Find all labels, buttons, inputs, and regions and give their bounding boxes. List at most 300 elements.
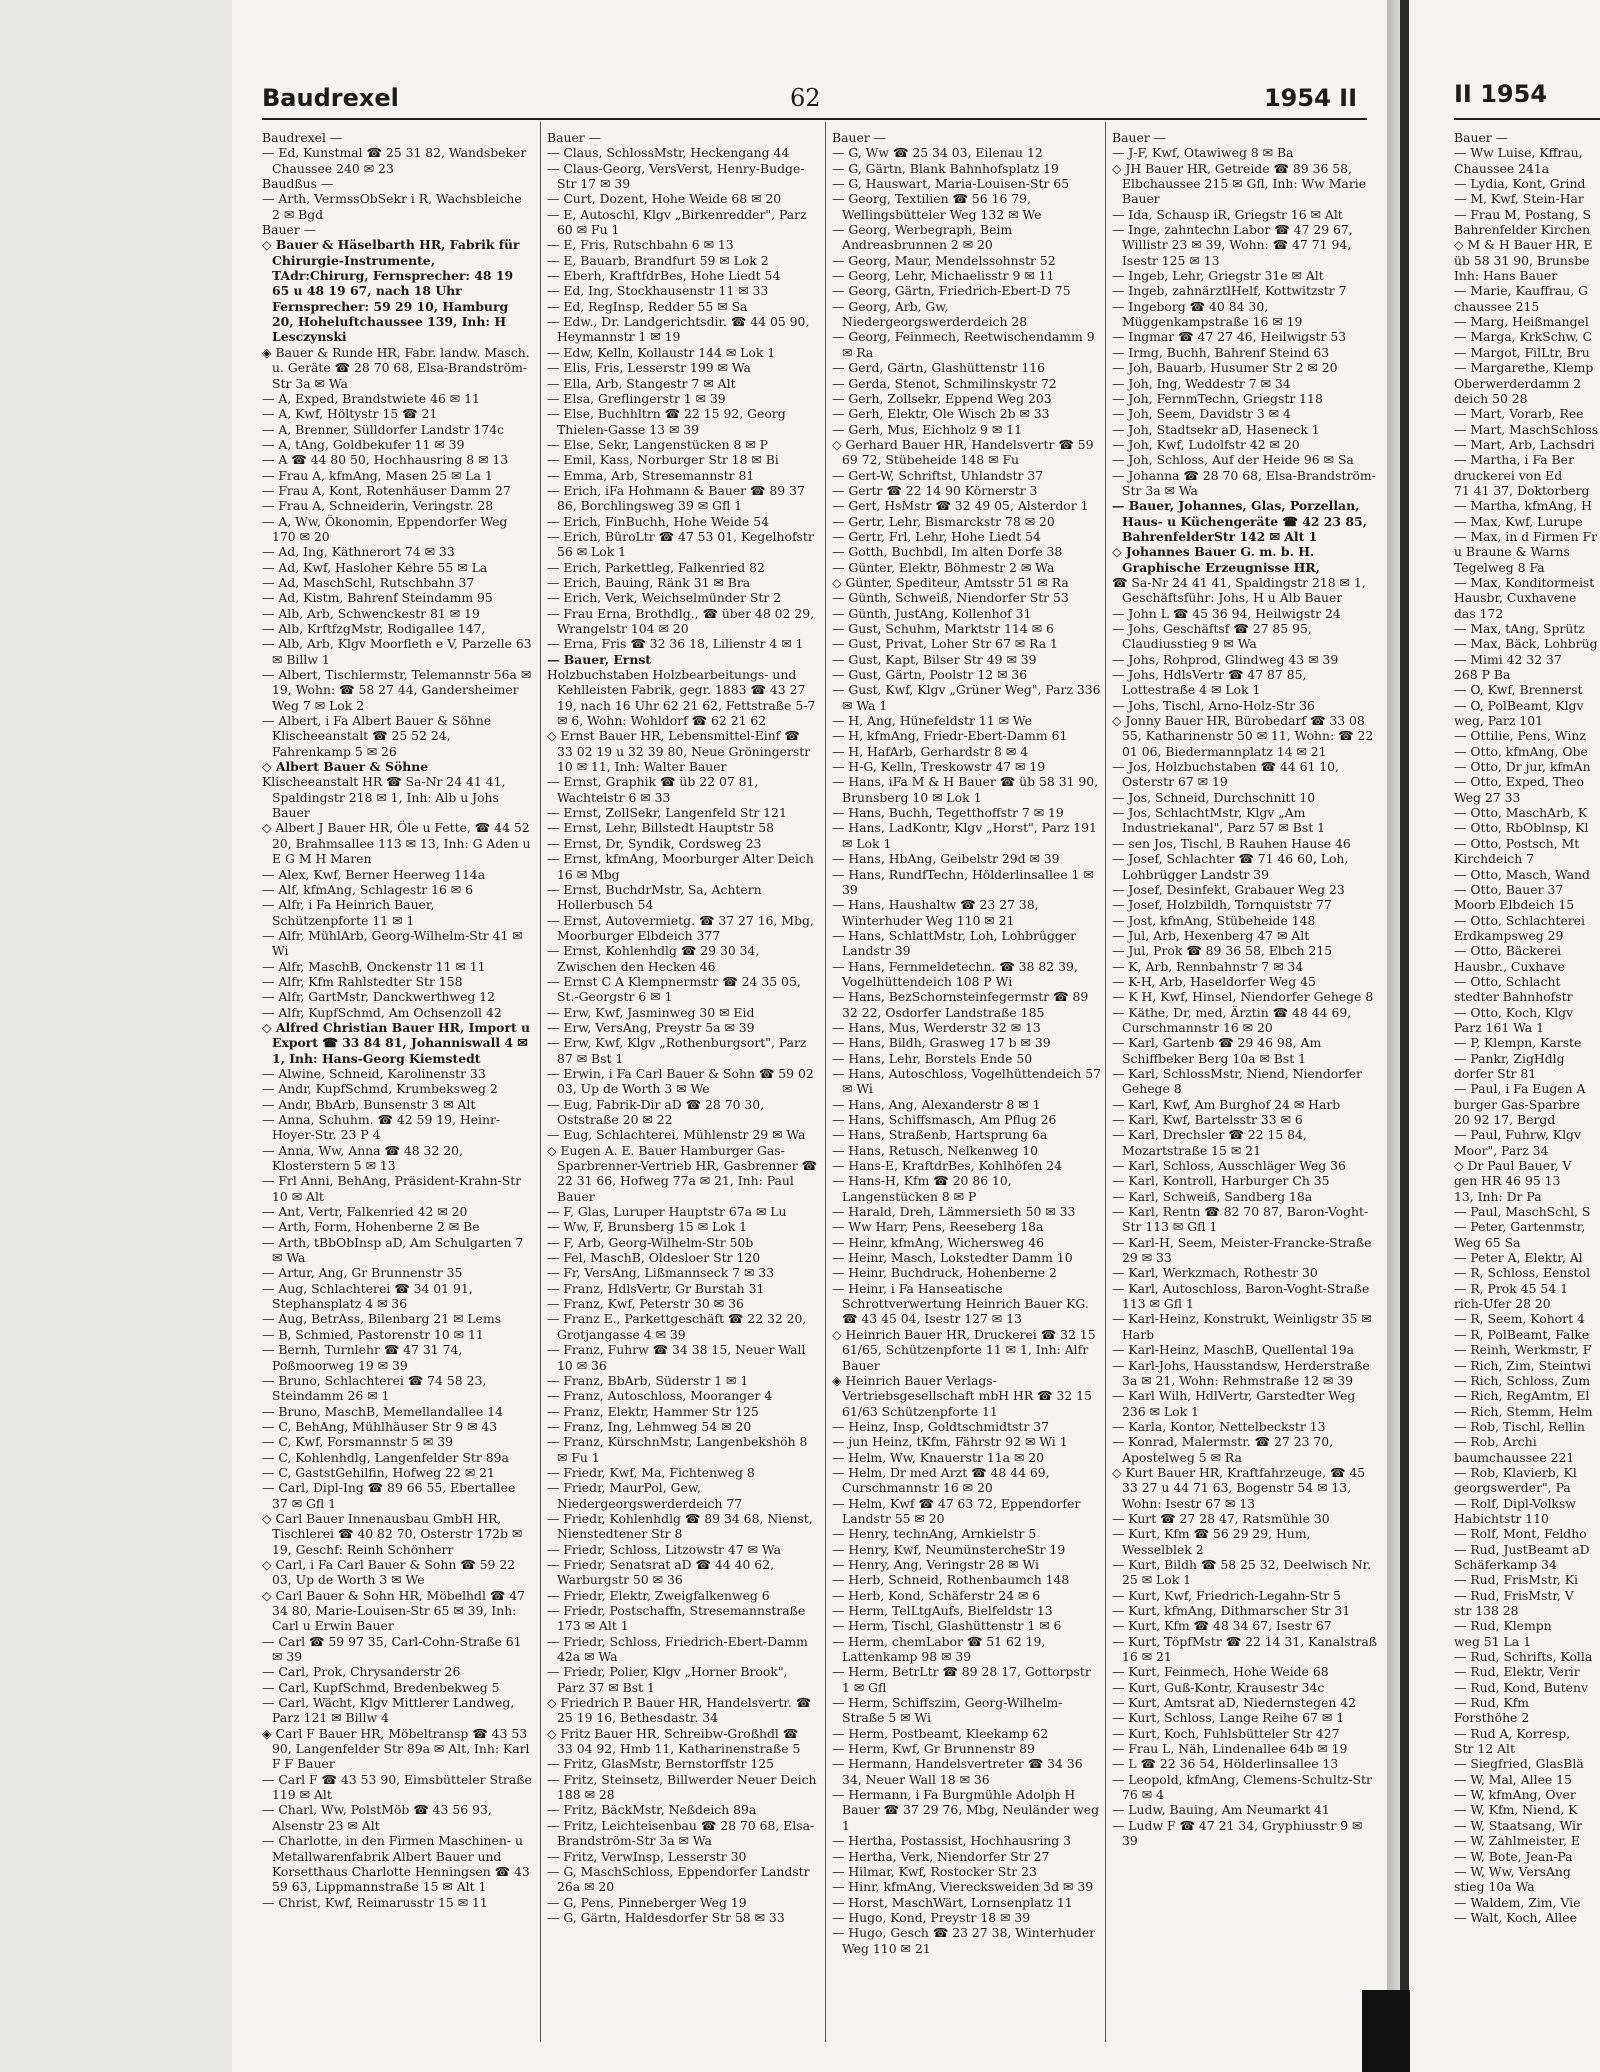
next-page-column [1454, 130, 1600, 1925]
directory-entry: ◇ Jonny Bauer HR, Bürobedarf ☎ 33 08 55, Katharinenstr 50 ✉ 11, Wohn: ☎ 22 01 06, Biedermannplatz 14 ✉ 21 [1112, 713, 1374, 759]
directory-entry: Klischeeanstalt HR ☎ Sa-Nr 24 41 41, Spaldingstr 218 ✉ 1, Inh: Alb u Johs Bauer [262, 774, 506, 821]
directory-entry: — Johs, Tischl, Arno-Holz-Str 36 [1112, 697, 1315, 713]
directory-entry: ◇ Friedrich P. Bauer HR, Handelsvertr. ☎ 25 19 16, Bethesdastr. 34 [547, 1695, 812, 1726]
next-page-line: Kirchdeich 7 [1454, 851, 1535, 867]
directory-entry: — Ella, Arb, Stangestr 7 ✉ Alt [547, 375, 736, 391]
directory-entry: — Erw, Kwf, Jasminweg 30 ✉ Eid [547, 1004, 755, 1020]
directory-entry: — Andr, BbArb, Bunsenstr 3 ✉ Alt [262, 1096, 476, 1112]
directory-entry: — Arth, VermssObSekr i R, Wachsbleiche 2 ✉ Bgd [262, 191, 522, 222]
next-page-line: — W, Staatsang, Wir [1454, 1817, 1582, 1833]
next-page-line: Erdkampsweg 29 [1454, 927, 1564, 943]
directory-entry: — Georg, Textilien ☎ 56 16 79, Wellingsbütteler Weg 132 ✉ We [832, 191, 1042, 222]
directory-entry: — Irmg, Buchh, Bahrenf Steind 63 [1112, 344, 1330, 360]
directory-entry: — Frau A, Schneiderin, Veringstr. 28 [262, 498, 494, 514]
next-page-line: 13, Inh: Dr Pa [1454, 1188, 1542, 1204]
next-page-line: Weg 27 33 [1454, 789, 1521, 805]
directory-entry: — Helm, Dr med Arzt ☎ 48 44 69, Curschmannstr 16 ✉ 20 [832, 1464, 1050, 1496]
next-page-line: üb 58 31 90, Brunsbe [1454, 252, 1590, 268]
directory-entry: — jun Heinz, tKfm, Fährstr 92 ✉ Wi 1 [832, 1434, 1068, 1450]
directory-entry: — Erich, FinBuchh, Hohe Weide 54 [547, 513, 769, 529]
directory-entry: — Erich, iFa Hohmann & Bauer ☎ 89 37 86, Borchlingsweg 39 ✉ Gfl 1 [547, 482, 805, 514]
next-page-line: — Otto, MaschArb, K [1454, 805, 1588, 821]
directory-entry: — G, Pens, Pinneberger Weg 19 [547, 1894, 747, 1910]
directory-entry: — Erwin, i Fa Carl Bauer & Sohn ☎ 59 02 03, Up de Worth 3 ✉ We [547, 1065, 814, 1097]
next-page-running-head: II 1954 [1454, 80, 1548, 108]
directory-entry: — Ernst C A Klempnermstr ☎ 24 35 05, St.-Georgstr 6 ✉ 1 [547, 973, 801, 1005]
directory-entry: — Herm, BetrLtr ☎ 89 28 17, Gottorpstr 1 ✉ Gfl [832, 1664, 1091, 1695]
directory-entry: — Ed, Ing, Stockhausenstr 11 ✉ 33 [547, 283, 769, 299]
directory-entry: — Gotth, Buchbdl, Im alten Dorfe 38 [832, 544, 1063, 560]
next-page-line: — Otto, Bauer 37 [1454, 881, 1564, 897]
next-page-line: — Otto, Postsch, Mt [1454, 835, 1580, 851]
directory-entry: — Franz, Autoschloss, Mooranger 4 [547, 1388, 773, 1404]
directory-entry: — Hans, LadKontr, Klgv „Horst", Parz 191 ✉ Lok 1 [832, 820, 1097, 851]
directory-entry: — Hans-H, Kfm ☎ 20 86 10, Langenstücken 8 ✉ P [832, 1173, 1012, 1204]
next-page-line: Tegelweg 8 Fa [1454, 559, 1545, 575]
directory-entry: — Alfr, KupfSchmd, Am Ochsenzoll 42 [262, 1004, 502, 1020]
directory-entry: — Herm, Postbeamt, Kleekamp 62 [832, 1725, 1049, 1741]
directory-entry: — Georg, Arb, Gw, Niedergeorgswerderdeich 28 [832, 298, 1028, 330]
next-page-line: — Rolf, Dipl-Volksw [1454, 1495, 1576, 1511]
directory-entry: — Kurt ☎ 27 28 47, Ratsmühle 30 [1112, 1510, 1330, 1526]
directory-entry: — Hans, RundfTechn, Hölderlinsallee 1 ✉ 39 [832, 866, 1094, 897]
directory-entry: — Anna, Schuhm. ☎ 42 59 19, Heinr-Hoyer-Str. 23 P 4 [262, 1112, 501, 1143]
directory-entry: — Helm, Kwf ☎ 47 63 72, Eppendorfer Landstr 55 ✉ 20 [832, 1495, 1081, 1526]
next-page-line: Oberwerderdamm 2 [1454, 375, 1582, 391]
next-page-line: Str 12 Alt [1454, 1741, 1515, 1757]
next-page-line: — Otto, Schlacht [1454, 973, 1561, 989]
directory-entry: — Heinr, kfmAng, Wichersweg 46 [832, 1234, 1045, 1250]
directory-entry: — Friedr, Polier, Klgv „Horner Brook", Parz 37 ✉ Bst 1 [547, 1664, 788, 1695]
directory-entry: — Kurt, Kwf, Friedrich-Legahn-Str 5 [1112, 1587, 1341, 1603]
directory-entry: — F, Arb, Georg-Wilhelm-Str 50b [547, 1234, 754, 1250]
directory-entry: Holzbuchstaben Holzbearbeitungs- und Kehlleisten Fabrik, gegr. 1883 ☎ 43 27 19, nach 16 Uhr 62 21 62, Fettstraße 5-7 ✉ 6, Wohn: Wohldorf ☎ 62 21 62 [547, 667, 816, 729]
directory-entry: — Kurt, TöpfMstr ☎ 22 14 31, Kanalstraß 16 ✉ 21 [1112, 1633, 1378, 1665]
directory-entry: — Eug, Schlachterei, Mühlenstr 29 ✉ Wa [547, 1127, 806, 1143]
directory-entry: — F, Glas, Luruper Hauptstr 67a ✉ Lu [547, 1204, 787, 1220]
directory-entry: — Hans, Bildh, Grasweg 17 b ✉ 39 [832, 1035, 1051, 1051]
directory-entry: — Karl, Kwf, Bartelsstr 33 ✉ 6 [1112, 1112, 1303, 1127]
directory-entry: — Alb, KrftfzgMstr, Rodigallee 147, [262, 621, 486, 636]
directory-entry: — Ingeb, zahnärztlHelf, Kottwitzstr 7 [1112, 283, 1347, 299]
next-page-line: — Rud, Klempn [1454, 1618, 1552, 1634]
directory-entry: — Hugo, Gesch ☎ 23 27 38, Winterhuder Weg 110 ✉ 21 [832, 1925, 1096, 1956]
column-3 [832, 130, 1102, 2050]
next-page-line: dorfer Str 81 [1454, 1065, 1537, 1081]
directory-entry: ◇ Alfred Christian Bauer HR, Import u Export ☎ 33 84 81, Johanniswall 4 ✉ 1, Inh: Hans-Georg Kiemstedt [262, 1019, 531, 1066]
next-page-line: — Pankr, ZigHdlg [1454, 1050, 1565, 1066]
next-page-line: — Rud, FrisMstr, V [1454, 1587, 1574, 1603]
directory-entry: — Ludw, Bauing, Am Neumarkt 41 [1112, 1802, 1330, 1818]
directory-entry: — Heinr, i Fa Hanseatische Schrottverwertung Heinrich Bauer KG. ☎ 43 45 04, Isestr 127 ✉ 13 [832, 1280, 1089, 1327]
directory-entry: — Hans, Fernmeldetechn. ☎ 38 82 39, Vogelhüttendeich 108 P Wi [832, 958, 1078, 989]
directory-entry: — Franz, Elektr, Hammer Str 125 [547, 1403, 759, 1419]
next-page-line: Schäferkamp 34 [1454, 1556, 1557, 1572]
directory-entry: — Hans, Autoschloss, Vogelhüttendeich 57 ✉ Wi [832, 1065, 1101, 1097]
directory-entry: — Karl Wilh, HdlVertr, Garstedter Weg 236 ✉ Lok 1 [1112, 1388, 1356, 1419]
directory-entry: ◇ Albert J Bauer HR, Öle u Fette, ☎ 44 52 20, Brahmsallee 113 ✉ 13, Inh: G Aden u E G M H Maren [262, 820, 531, 867]
directory-entry: — E, Bauarb, Brandfurt 59 ✉ Lok 2 [547, 252, 769, 268]
directory-entry: — Franz, Fuhrw ☎ 34 38 15, Neuer Wall 10 ✉ 36 [547, 1342, 806, 1373]
directory-entry: — Friedr, MaurPol, Gew, Niedergeorgswerderdeich 77 [547, 1480, 743, 1511]
directory-entry: — Hermann, Handelsvertreter ☎ 34 36 34, Neuer Wall 18 ✉ 36 [832, 1756, 1083, 1787]
directory-entry: — Franz, HdlsVertr, Gr Burstah 31 [547, 1280, 765, 1296]
directory-entry: — Kurt, Kfm ☎ 56 29 29, Hum, Wesselblek 2 [1112, 1526, 1311, 1557]
directory-entry: — sen Jos, Tischl, B Rauhen Hause 46 [1112, 835, 1351, 851]
next-page-line: — Rolf, Mont, Feldho [1454, 1526, 1587, 1542]
directory-entry: ◇ JH Bauer HR, Getreide ☎ 89 36 58, Elbchaussee 215 ✉ Gfl, Inh: Ww Marie Bauer [1112, 160, 1367, 207]
directory-entry: — Ad, Ing, Käthnerort 74 ✉ 33 [262, 544, 455, 560]
directory-entry: — Arth, tBbObInsp aD, Am Schulgarten 7 ✉ Wa [262, 1234, 524, 1266]
directory-entry: — C, Kohlenhdlg, Langenfelder Str 89a [262, 1449, 509, 1465]
thumb-index-tab [1362, 1990, 1410, 2072]
directory-entry: — Artur, Ang, Gr Brunnenstr 35 [262, 1265, 463, 1281]
directory-entry: — J-F, Kwf, Otawiweg 8 ✉ Ba [1112, 145, 1294, 161]
directory-entry: — Jul, Arb, Hexenberg 47 ✉ Alt [1112, 927, 1310, 943]
directory-entry: — Erich, Parkettleg, Falkenried 82 [547, 559, 765, 575]
next-page-line: — Mart, Vorarb, Ree [1454, 406, 1584, 422]
running-head-year: 1954 II [1263, 84, 1357, 112]
directory-entry: — Hans, Mus, Werderstr 32 ✉ 13 [832, 1019, 1041, 1035]
directory-entry: — Ingeborg ☎ 40 84 30, Müggenkampstraße 16 ✉ 19 [1112, 298, 1303, 330]
directory-entry: — Albert, i Fa Albert Bauer & Söhne Klischeeanstalt ☎ 25 52 24, Fahrenkamp 5 ✉ 26 [262, 713, 492, 759]
directory-entry: — Gerda, Stenot, Schmilinskystr 72 [832, 375, 1057, 391]
directory-entry: — Gertr, Frl, Lehr, Hohe Liedt 54 [832, 528, 1041, 544]
next-page-line: deich 50 28 [1454, 390, 1528, 406]
directory-entry: — Ludw F ☎ 47 21 34, Gryphiusstr 9 ✉ 39 [1112, 1817, 1363, 1849]
directory-entry: — Gerh, Mus, Eichholz 9 ✉ 11 [832, 421, 1022, 437]
directory-entry: — Franz, KürschnMstr, Langenbekshöh 8 ✉ Fu 1 [547, 1434, 808, 1465]
directory-entry: — Joh, Kwf, Ludolfstr 42 ✉ 20 [1112, 436, 1300, 452]
directory-entry: — Karl-Johs, Hausstandsw, Herderstraße 3a ✉ 21, Wohn: Rehmstraße 12 ✉ 39 [1112, 1357, 1370, 1388]
next-page-line: — W, Zahlmeister, E [1454, 1833, 1580, 1849]
directory-entry: — Fritz, Leichteisenbau ☎ 28 70 68, Elsa-Brandström-Str 3a ✉ Wa [547, 1817, 815, 1849]
directory-entry: — Fritz, GlasMstr, Bernstorffstr 125 [547, 1756, 774, 1772]
next-page-line: weg, Parz 101 [1454, 713, 1543, 729]
directory-entry: — Hans, Ang, Alexanderstr 8 ✉ 1 [832, 1096, 1041, 1112]
directory-entry: — Henry, Ang, Veringstr 28 ✉ Wi [832, 1556, 1039, 1572]
next-page-line: — Otto, Dr jur, kfmAn [1454, 759, 1591, 775]
directory-entry: — Gust, Privat, Loher Str 67 ✉ Ra 1 [832, 636, 1058, 652]
directory-entry: — Erw, VersAng, Preystr 5a ✉ 39 [547, 1019, 755, 1035]
directory-entry: — B, Schmied, Pastorenstr 10 ✉ 11 [262, 1326, 484, 1342]
directory-entry: — Alfr, i Fa Heinrich Bauer, Schützenpforte 11 ✉ 1 [262, 897, 435, 928]
directory-entry: — G, Gärtn, Blank Bahnhofsplatz 19 [832, 160, 1059, 176]
next-page-line: Bahrenfelder Kirchen [1454, 222, 1591, 238]
directory-entry: — Karl, Kwf, Am Burghof 24 ✉ Harb [1112, 1096, 1341, 1112]
directory-entry: — Ed, RegInsp, Redder 55 ✉ Sa [547, 298, 748, 314]
directory-entry: — Joh, Ing, Weddestr 7 ✉ 34 [1112, 375, 1291, 391]
directory-entry: — Karl, Schweiß, Sandberg 18a [1112, 1188, 1313, 1204]
directory-entry: — Georg, Werbegraph, Beim Andreasbrunnen 2 ✉ 20 [832, 222, 1013, 253]
directory-entry: — Jost, kfmAng, Stübeheide 148 [1112, 912, 1316, 928]
directory-entry: — Hans, BezSchornsteinfegermstr ☎ 89 32 22, Osdorfer Landstraße 185 [832, 989, 1089, 1020]
next-page-line: Moor", Parz 34 [1454, 1142, 1549, 1158]
next-page-line: — Reinh, Werkmstr, F [1454, 1342, 1592, 1358]
column-divider [1105, 122, 1106, 2042]
directory-entry: — Ingmar ☎ 47 27 46, Heilwigstr 53 [1112, 329, 1347, 345]
directory-entry: — Herm, TelLtgAufs, Bielfeldstr 13 [832, 1603, 1053, 1618]
next-page-line: str 138 28 [1454, 1603, 1519, 1618]
directory-entry: ◇ Carl Bauer & Sohn HR, Möbelhdl ☎ 47 34 80, Marie-Louisen-Str 65 ✉ 39, Inh: Carl u Erwin Bauer [262, 1587, 525, 1634]
directory-entry: — Hans, HbAng, Geibelstr 29d ✉ 39 [832, 851, 1060, 867]
directory-entry: ◈ Bauer & Runde HR, Fabr. landw. Masch. u. Geräte ☎ 28 70 68, Elsa-Brandström-Str 3a ✉ Wa [262, 344, 530, 391]
next-page-header-rule [1454, 118, 1600, 120]
directory-entry: — Christ, Kwf, Reimarusstr 15 ✉ 11 [262, 1894, 488, 1910]
directory-entry: — Emma, Arb, Stresemannstr 81 [547, 467, 755, 483]
directory-entry: — Ad, Kwf, Hasloher Kehre 55 ✉ La [262, 559, 488, 575]
column-divider [825, 122, 826, 2042]
next-page-line: — Martha, kfmAng, H [1454, 498, 1592, 514]
next-page-line: — Max, tAng, Sprütz [1454, 621, 1585, 636]
directory-entry: — Georg, Maur, Mendelssohnstr 52 [832, 252, 1056, 268]
next-page-line: druckerei von Ed [1454, 467, 1563, 483]
directory-entry: — H-G, Kelln, Treskowstr 47 ✉ 19 [832, 759, 1046, 775]
directory-entry: ◇ Johannes Bauer G. m. b. H. Graphische Erzeugnisse HR, [1112, 544, 1320, 575]
directory-entry: — Erich, Verk, Weichselmünder Str 2 [547, 590, 782, 606]
next-page-line: — Rich, Zim, Steintwi [1454, 1357, 1591, 1373]
next-page-line: — Paul, MaschSchl, S [1454, 1204, 1591, 1220]
directory-entry: — Alfr, MühlArb, Georg-Wilhelm-Str 41 ✉ Wi [262, 927, 523, 959]
directory-entry: — G, Ww ☎ 25 34 03, Eilenau 12 [832, 145, 1043, 161]
directory-entry: Bauer — [262, 222, 317, 238]
directory-entry: — Heinr, Masch, Lokstedter Damm 10 [832, 1250, 1073, 1266]
next-page-line: — Marie, Kauffrau, G [1454, 283, 1588, 299]
directory-entry: — Friedr, Elektr, Zweigfalkenweg 6 [547, 1587, 770, 1603]
directory-entry: — Inge, zahntechn Labor ☎ 47 29 67, Willistr 23 ✉ 39, Wohn: ☎ 47 71 94, Isestr 125 ✉ 13 [1112, 222, 1353, 268]
directory-entry: — C, BehAng, Mühlhäuser Str 9 ✉ 43 [262, 1418, 498, 1434]
directory-entry: ◈ Heinrich Bauer Verlags-Vertriebsgesellschaft mbH HR ☎ 32 15 61/63 Schützenpforte 11 [832, 1372, 1092, 1419]
next-page-line: — Max, Kwf, Lurupe [1454, 513, 1583, 529]
next-page-line: Weg 65 Sa [1454, 1234, 1521, 1250]
next-page-line: chaussee 215 [1454, 298, 1540, 314]
directory-entry: — Gust, Gärtn, Poolstr 12 ✉ 36 [832, 667, 1028, 683]
directory-entry: — Gerh, Elektr, Ole Wisch 2b ✉ 33 [832, 406, 1050, 422]
directory-entry: — Josef, Holzbildh, Tornquiststr 77 [1112, 897, 1332, 913]
directory-entry: — Josef, Schlachter ☎ 71 46 60, Loh, Lohbrügger Landstr 39 [1112, 851, 1349, 882]
directory-entry: — Bauer, Ernst [547, 651, 652, 667]
next-page-line: — R, Prok 45 54 1 [1454, 1280, 1568, 1296]
next-page-line: — Rob, Archi [1454, 1434, 1537, 1450]
directory-entry: — Horst, MaschWärt, Lornsenplatz 11 [832, 1894, 1073, 1910]
directory-entry: — Joh, Bauarb, Husumer Str 2 ✉ 20 [1112, 360, 1338, 376]
directory-entry: — Carl, Prok, Chrysanderstr 26 [262, 1664, 461, 1680]
next-page-line: — Waldem, Zim, Vie [1454, 1894, 1581, 1910]
directory-entry: — Erna, Fris ☎ 32 36 18, Lilienstr 4 ✉ 1 [547, 636, 804, 652]
directory-entry: — Eug, Fabrik-Dir aD ☎ 28 70 30, Oststraße 20 ✉ 22 [547, 1096, 765, 1127]
next-page-line: — Martha, i Fa Ber [1454, 452, 1574, 468]
next-page-line: — Frau M, Postang, S [1454, 206, 1592, 222]
directory-entry: — Günth, JustAng, Kollenhof 31 [832, 605, 1032, 621]
directory-entry: — Kurt, Feinmech, Hohe Weide 68 [1112, 1664, 1329, 1680]
directory-entry: — Johs, HdlsVertr ☎ 47 87 85, Lottestraße 4 ✉ Lok 1 [1112, 667, 1307, 698]
next-page-line: — O, PolBeamt, Klgv [1454, 697, 1584, 713]
directory-entry: — K H, Kwf, Hinsel, Niendorfer Gehege 8 [1112, 989, 1374, 1005]
next-page-line: stieg 10a Wa [1454, 1879, 1535, 1895]
directory-entry: — Ernst, BuchdrMstr, Sa, Achtern Hollerbusch 54 [547, 881, 762, 913]
directory-entry: — Karl, Autoschloss, Baron-Voght-Straße 113 ✉ Gfl 1 [1112, 1280, 1370, 1312]
directory-entry: — Herm, Kwf, Gr Brunnenstr 89 [832, 1741, 1035, 1757]
directory-entry: — Karl, Gartenb ☎ 29 46 98, Am Schiffbeker Berg 10a ✉ Bst 1 [1112, 1035, 1322, 1066]
directory-entry: — G, Hauswart, Maria-Louisen-Str 65 [832, 176, 1070, 192]
directory-entry: — Carl, KupfSchmd, Bredenbekweg 5 [262, 1679, 500, 1695]
directory-entry: — Bauer, Johannes, Glas, Porzellan, Haus- u Küchengeräte ☎ 42 23 85, BahrenfelderStr 142 ✉ Alt 1 [1112, 498, 1367, 544]
directory-entry: — Fel, MaschB, Oldesloer Str 120 [547, 1250, 761, 1266]
directory-entry: — Karl, SchlossMstr, Niend, Niendorfer Gehege 8 [1112, 1065, 1362, 1097]
directory-entry: — Ww Harr, Pens, Reeseberg 18a [832, 1219, 1044, 1235]
next-page-line: ◇ M & H Bauer HR, E [1454, 237, 1593, 253]
directory-entry: — Carl, Dipl-Ing ☎ 89 66 55, Ebertallee 37 ✉ Gfl 1 [262, 1480, 516, 1511]
directory-entry: — Ad, Kistm, Bahrenf Steindamm 95 [262, 590, 493, 606]
directory-entry: — H, HafArb, Gerhardstr 8 ✉ 4 [832, 743, 1029, 759]
directory-entry: ◇ Carl, i Fa Carl Bauer & Sohn ☎ 59 22 03, Up de Worth 3 ✉ We [262, 1556, 516, 1588]
directory-entry: — Ww, F, Brunsberg 15 ✉ Lok 1 [547, 1219, 748, 1235]
directory-entry: — Karl, Schloss, Ausschläger Weg 36 [1112, 1158, 1346, 1174]
next-page-line: — Peter, Gartenmstr, [1454, 1219, 1586, 1235]
directory-entry: — Heinz, Insp, Goldtschmidtstr 37 [832, 1418, 1049, 1434]
next-page-line: ◇ Dr Paul Bauer, V [1454, 1158, 1572, 1174]
next-page-line: — Marga, KrkSchw, C [1454, 329, 1593, 345]
next-page-line: 268 P Ba [1454, 667, 1511, 683]
directory-entry: — Claus-Georg, VersVerst, Henry-Budge-Str 17 ✉ 39 [547, 160, 805, 192]
directory-entry: — Ernst, Autovermietg. ☎ 37 27 16, Mbg, Moorburger Elbdeich 377 [547, 912, 814, 943]
next-page-line: u Braune & Warns [1454, 544, 1570, 560]
directory-entry: — John L ☎ 45 36 94, Heilwigstr 24 [1112, 605, 1341, 621]
directory-entry: Bauer — [832, 130, 887, 145]
next-page-line: Habichtstr 110 [1454, 1510, 1549, 1526]
next-page-line: — Mimi 42 32 37 [1454, 651, 1562, 667]
directory-entry: — Joh, Schloss, Auf der Heide 96 ✉ Sa [1112, 452, 1354, 468]
directory-entry: — Ida, Schausp iR, Griegstr 16 ✉ Alt [1112, 206, 1343, 222]
page-header [232, 80, 1387, 120]
directory-entry: — Ernst, ZollSekr, Langenfeld Str 121 [547, 805, 787, 821]
directory-entry: — A, tAng, Goldbekufer 11 ✉ 39 [262, 436, 465, 452]
next-page-line: — Siegfried, GlasBlä [1454, 1756, 1584, 1772]
directory-entry: — Alb, Arb, Schwenckestr 81 ✉ 19 [262, 605, 480, 621]
directory-entry: — Frau A, kfmAng, Masen 25 ✉ La 1 [262, 467, 493, 483]
directory-entry: — Claus, SchlossMstr, Heckengang 44 [547, 145, 790, 161]
directory-entry: — Hans, SchlattMstr, Loh, Lohbrügger Landstr 39 [832, 927, 1077, 959]
next-page-line: — R, Schloss, Eenstol [1454, 1265, 1591, 1281]
directory-entry: — Ed, Kunstmal ☎ 25 31 82, Wandsbeker Chaussee 240 ✉ 23 [262, 145, 527, 176]
directory-entry: — Karl-H, Seem, Meister-Francke-Straße 29 ✉ 33 [1112, 1234, 1372, 1266]
next-page-line: — Otto, Koch, Klgv [1454, 1004, 1574, 1020]
directory-entry: — Fritz, BäckMstr, Neßdeich 89a [547, 1802, 757, 1818]
directory-entry: — G, MaschSchloss, Eppendorfer Landstr 26a ✉ 20 [547, 1863, 810, 1895]
directory-entry: — C, GaststGehilfin, Hofweg 22 ✉ 21 [262, 1464, 495, 1480]
directory-entry: — Johs, Geschäftsf ☎ 27 85 95, Claudiusstieg 9 ✉ Wa [1112, 621, 1312, 652]
next-page-line: stedter Bahnhofstr [1454, 989, 1573, 1005]
directory-entry: — Else, Sekr, Langenstücken 8 ✉ P [547, 436, 769, 452]
directory-entry: — Ernst, Lehr, Billstedt Hauptstr 58 [547, 820, 775, 836]
directory-entry: — Helm, Ww, Knauerstr 11a ✉ 20 [832, 1449, 1045, 1465]
directory-entry: — Hans, Buchh, Tegetthoffstr 7 ✉ 19 [832, 805, 1064, 821]
next-page-line: — Max, Bäck, Lohbrüg [1454, 636, 1598, 652]
directory-entry: — Gertr ☎ 22 14 90 Körnerstr 3 [832, 482, 1038, 498]
directory-entry: Baudßus — [262, 176, 334, 192]
directory-entry: — Edw, Kelln, Kollaustr 144 ✉ Lok 1 [547, 344, 776, 360]
directory-entry: — Alwine, Schneid, Karolinenstr 33 [262, 1065, 486, 1081]
directory-entry: — Georg, Feinmech, Reetwischendamm 9 ✉ Ra [832, 329, 1095, 360]
next-page-line: — Otto, kfmAng, Obe [1454, 743, 1588, 759]
directory-entry: — Friedr, Schloss, Friedrich-Ebert-Damm 42a ✉ Wa [547, 1633, 808, 1665]
directory-entry: ◇ Eugen A. E. Bauer Hamburger Gas-Sparbrenner-Vertrieb HR, Gasbrenner ☎ 22 31 66, Hofweg 77a ✉ 21, Inh: Paul Bauer [547, 1142, 817, 1204]
next-page-line: — Rich, Stemm, Helm [1454, 1403, 1593, 1419]
next-page-line: Parz 161 Wa 1 [1454, 1019, 1545, 1035]
directory-entry: — Herm, chemLabor ☎ 51 62 19, Lattenkamp 98 ✉ 39 [832, 1633, 1046, 1665]
next-page-line: — Rich, RegAmtm, El [1454, 1388, 1590, 1404]
directory-entry: — Herm, Schiffszim, Georg-Wilhelm-Straße 5 ✉ Wi [832, 1695, 1063, 1726]
next-page-line: — Otto, Masch, Wand [1454, 866, 1590, 882]
directory-entry: — Friedr, Postschaffn, Stresemannstraße 173 ✉ Alt 1 [547, 1603, 806, 1634]
next-page-line: — Rud, Schrifts, Kolla [1454, 1649, 1593, 1665]
directory-entry: — Ernst, Kohlenhdlg ☎ 29 30 34, Zwischen den Hecken 46 [547, 943, 760, 974]
directory-entry: — Friedr, Kwf, Ma, Fichtenweg 8 [547, 1464, 755, 1480]
directory-entry: — Jos, SchlachtMstr, Klgv „Am Industriekanal", Parz 57 ✉ Bst 1 [1112, 805, 1325, 836]
directory-entry: ◈ Carl F Bauer HR, Möbeltransp ☎ 43 53 90, Langenfelder Str 89a ✉ Alt, Inh: Karl F F Bauer [262, 1725, 530, 1772]
directory-entry: ◇ Gerhard Bauer HR, Handelsvertr ☎ 59 69 72, Stübeheide 148 ✉ Fu [832, 436, 1094, 468]
directory-entry: — Kurt, Schloss, Lange Reihe 67 ✉ 1 [1112, 1710, 1345, 1726]
directory-entry: — Georg, Lehr, Michaelisstr 9 ✉ 11 [832, 268, 1055, 284]
directory-entry: — Emil, Kass, Norburger Str 18 ✉ Bi [547, 452, 779, 468]
next-page-line: — Rud, JustBeamt aD [1454, 1541, 1590, 1557]
directory-entry: — Joh, Seem, Davidstr 3 ✉ 4 [1112, 406, 1291, 422]
directory-entry: — Friedr, Kohlenhdlg ☎ 89 34 68, Nienst, Nienstedtener Str 8 [547, 1510, 813, 1542]
next-page-line: 20 92 17, Bergd [1454, 1112, 1556, 1127]
directory-entry: — Kurt, Amtsrat aD, Niedernstegen 42 [1112, 1695, 1357, 1711]
next-page-line: — Peter A, Elektr, Al [1454, 1250, 1583, 1266]
directory-entry: — Leopold, kfmAng, Clemens-Schultz-Str 76 ✉ 4 [1112, 1771, 1372, 1803]
directory-entry: — E, Autoschl, Klgv „Birkenredder", Parz 60 ✉ Fu 1 [547, 206, 807, 238]
directory-entry: ◇ Günter, Spediteur, Amtsstr 51 ✉ Ra [832, 574, 1069, 590]
directory-entry: — Gust, Schuhm, Marktstr 114 ✉ 6 [832, 621, 1054, 636]
directory-entry: — Jos, Holzbuchstaben ☎ 44 61 10, Osterstr 67 ✉ 19 [1112, 759, 1339, 790]
directory-entry: — Franz E., Parkettgeschäft ☎ 22 32 20, Grotjangasse 4 ✉ 39 [547, 1311, 807, 1342]
next-page-line: rich-Ufer 28 20 [1454, 1296, 1551, 1312]
directory-entry: ◇ Albert Bauer & Söhne [262, 759, 429, 775]
directory-entry: — Erich, BüroLtr ☎ 47 53 01, Kegelhofstr 56 ✉ Lok 1 [547, 528, 814, 560]
directory-entry: — A, Ww, Ökonomin, Eppendorfer Weg 170 ✉ 20 [262, 513, 508, 544]
next-page-line: — Margarethe, Klemp [1454, 360, 1594, 376]
directory-entry: — Kurt, Kfm ☎ 48 34 67, Isestr 67 [1112, 1618, 1332, 1634]
directory-entry: — Alf, kfmAng, Schlagestr 16 ✉ 6 [262, 881, 473, 897]
next-page-line: — Otto, Schlachterei [1454, 912, 1585, 928]
directory-entry: — Elsa, Greflingerstr 1 ✉ 39 [547, 390, 726, 406]
directory-entry: — Alfr, Kfm Rahlstedter Str 158 [262, 973, 463, 989]
directory-entry: ◇ Kurt Bauer HR, Kraftfahrzeuge, ☎ 45 33 27 u 44 71 63, Bogenstr 54 ✉ 13, Wohn: Isestr 67 ✉ 13 [1112, 1464, 1366, 1511]
directory-entry: — Franz, Ing, Lehmweg 54 ✉ 20 [547, 1418, 752, 1434]
directory-entry: — Alb, Arb, Klgv Moorfleth e V, Parzelle 63 ✉ Billw 1 [262, 636, 532, 667]
directory-entry: — Charlotte, in den Firmen Maschinen- u Metallwarenfabrik Albert Bauer und Korsetthaus Charlotte Henningsen ☎ 43 59 63, Lippmannstraße 15 ✉ Alt 1 [262, 1833, 530, 1895]
directory-entry: — Herb, Schneid, Rothenbaumch 148 [832, 1572, 1070, 1588]
directory-entry: — Charl, Ww, PolstMöb ☎ 43 56 93, Alsenstr 23 ✉ Alt [262, 1802, 492, 1833]
column-4 [1112, 130, 1382, 2050]
directory-entry: — Friedr, Schloss, Litzowstr 47 ✉ Wa [547, 1541, 781, 1557]
directory-entry: — Frau Erna, Brothdlg., ☎ über 48 02 29, Wrangelstr 104 ✉ 20 [547, 605, 815, 636]
directory-entry: — Kurt, Koch, Fuhlsbütteler Str 427 [1112, 1725, 1340, 1741]
directory-entry: — Hugo, Kond, Preystr 18 ✉ 39 [832, 1909, 1031, 1925]
directory-entry: Bauer — [1112, 130, 1167, 145]
directory-entry: — Carl, Wächt, Klgv Mittlerer Landweg, Parz 121 ✉ Billw 4 [262, 1695, 515, 1726]
next-page-line: 71 41 37, Doktorberg [1454, 482, 1590, 498]
next-page-line: — Rud, Kfm [1454, 1695, 1530, 1711]
next-page-line: — Otto, Exped, Theo [1454, 774, 1584, 790]
directory-entry: — Hermann, i Fa Burgmühle Adolph H Bauer ☎ 37 29 76, Mbg, Neuländer weg 1 [832, 1787, 1100, 1833]
next-page-line: — Rud, Kond, Butenv [1454, 1679, 1588, 1695]
column-2 [547, 130, 817, 2050]
directory-entry: — Alfr, GartMstr, Danckwerthweg 12 [262, 989, 496, 1005]
running-head-name: Baudrexel [262, 84, 399, 112]
